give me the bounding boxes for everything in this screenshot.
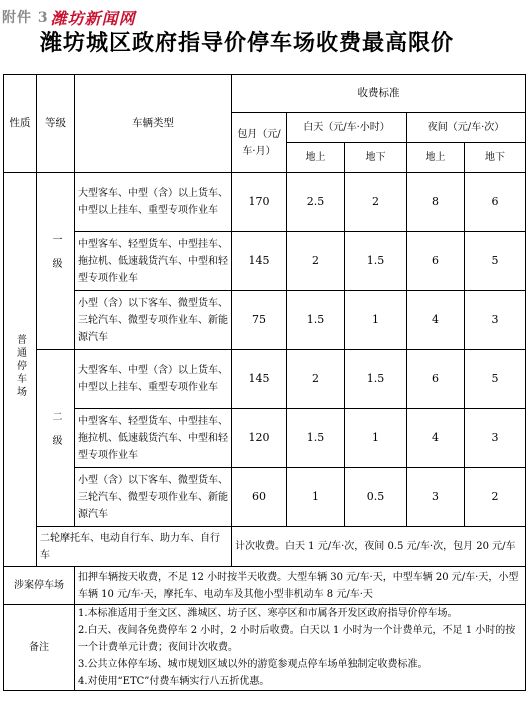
day-underground-fee: 1.5 [345, 350, 407, 409]
night-underground-fee: 2 [465, 468, 526, 527]
night-ground-fee: 8 [407, 173, 465, 232]
remarks-label: 备注 [4, 605, 75, 691]
day-underground-fee: 1 [345, 291, 407, 350]
monthly-fee: 170 [232, 173, 287, 232]
grade-1-cell [37, 173, 75, 350]
vehicle-type-cell: 小型（含）以下客车、微型货车、三轮汽车、微型专项作业车、新能源汽车 [75, 468, 232, 527]
vehicle-type-cell: 小型（含）以下客车、微型货车、三轮汽车、微型专项作业车、新能源汽车 [75, 291, 232, 350]
night-underground-fee: 3 [465, 409, 526, 468]
monthly-fee: 145 [232, 232, 287, 291]
night-ground-fee: 3 [407, 468, 465, 527]
header-night-underground: 地下 [465, 143, 526, 173]
night-ground-fee: 6 [407, 232, 465, 291]
header-monthly: 包月（元/车·月） [232, 113, 287, 173]
header-night-ground: 地上 [407, 143, 465, 173]
night-underground-fee: 5 [465, 232, 526, 291]
fee-table [3, 74, 526, 691]
monthly-fee: 120 [232, 409, 287, 468]
monthly-fee: 75 [232, 291, 287, 350]
header-day-ground: 地上 [287, 143, 345, 173]
page-title: 潍坊城区政府指导价停车场收费最高限价 [40, 31, 455, 56]
day-ground-fee: 1 [287, 468, 345, 527]
day-ground-fee: 2.5 [287, 173, 345, 232]
day-underground-fee: 0.5 [345, 468, 407, 527]
vehicle-type-cell: 大型客车、中型（含）以上货车、中型以上挂车、重型专项作业车 [75, 350, 232, 409]
remark-item: 4.对使用“ETC”付费车辆实行八五折优惠。 [78, 676, 270, 687]
header-grade: 等级 [37, 75, 75, 173]
vehicle-type-cell: 中型客车、轻型货车、中型挂车、拖拉机、低速载货汽车、中型和轻型专项作业车 [75, 232, 232, 291]
night-underground-fee: 6 [465, 173, 526, 232]
remark-item: 3.公共立体停车场、城市规划区域以外的游览参观点停车场单独制定收费标准。 [78, 659, 428, 670]
night-ground-fee: 4 [407, 291, 465, 350]
header-vehicle-type: 车辆类型 [75, 75, 232, 173]
nature-ordinary-label: 普通停车场 [14, 334, 26, 399]
day-underground-fee: 1 [345, 409, 407, 468]
monthly-fee: 145 [232, 350, 287, 409]
case-lot-label: 涉案停车场 [4, 567, 75, 605]
case-lot-fee-text: 扣押车辆按天收费，不足 12 小时按半天收费。大型车辆 30 元/车·天，中型车辆 20 元/车·天，小型车辆 10 元/车·天，摩托车、电动车及其他小型非机动车 8 元/车·天 [75, 567, 526, 605]
night-ground-fee: 6 [407, 350, 465, 409]
vehicle-type-cell: 大型客车、中型（含）以上货车、中型以上挂车、重型专项作业车 [75, 173, 232, 232]
two-wheel-vehicle-type: 二轮摩托车、电动自行车、助力车、自行车 [37, 527, 232, 567]
night-underground-fee: 3 [465, 291, 526, 350]
day-underground-fee: 1.5 [345, 232, 407, 291]
two-wheel-fee: 计次收费。白天 1 元/车·次，夜间 0.5 元/车·次，包月 20 元/车 [232, 527, 526, 567]
site-logo-text: 潍坊新闻网 [50, 8, 136, 28]
grade-1-label: 一级 [50, 234, 61, 282]
nature-ordinary-lot [4, 173, 37, 567]
day-ground-fee: 1.5 [287, 291, 345, 350]
header-night: 夜间（元/车·次） [407, 113, 526, 143]
night-underground-fee: 5 [465, 350, 526, 409]
night-ground-fee: 4 [407, 409, 465, 468]
attachment-label: 附件 3 [2, 10, 49, 26]
grade-2-cell [37, 350, 75, 527]
monthly-fee: 60 [232, 468, 287, 527]
header-fee-standard: 收费标准 [232, 75, 526, 113]
grade-2-label: 二级 [50, 411, 61, 459]
day-ground-fee: 2 [287, 232, 345, 291]
remarks-content [75, 605, 526, 691]
remark-item: 2.白天、夜间各免费停车 2 小时，2 小时后收费。白天以 1 小时为一个计费单元，不足 1 小时的按一个计费单元计费；夜间计次收费。 [78, 625, 516, 653]
vehicle-type-cell: 中型客车、轻型货车、中型挂车、拖拉机、低速载货汽车、中型和轻型专项作业车 [75, 409, 232, 468]
day-ground-fee: 2 [287, 350, 345, 409]
header-nature: 性质 [4, 75, 37, 173]
header-day-underground: 地下 [345, 143, 407, 173]
day-underground-fee: 2 [345, 173, 407, 232]
header-daytime: 白天（元/车·小时） [287, 113, 407, 143]
day-ground-fee: 1.5 [287, 409, 345, 468]
remark-item: 1.本标准适用于奎文区、潍城区、坊子区、寒亭区和市属各开发区政府指导价停车场。 [78, 608, 458, 619]
